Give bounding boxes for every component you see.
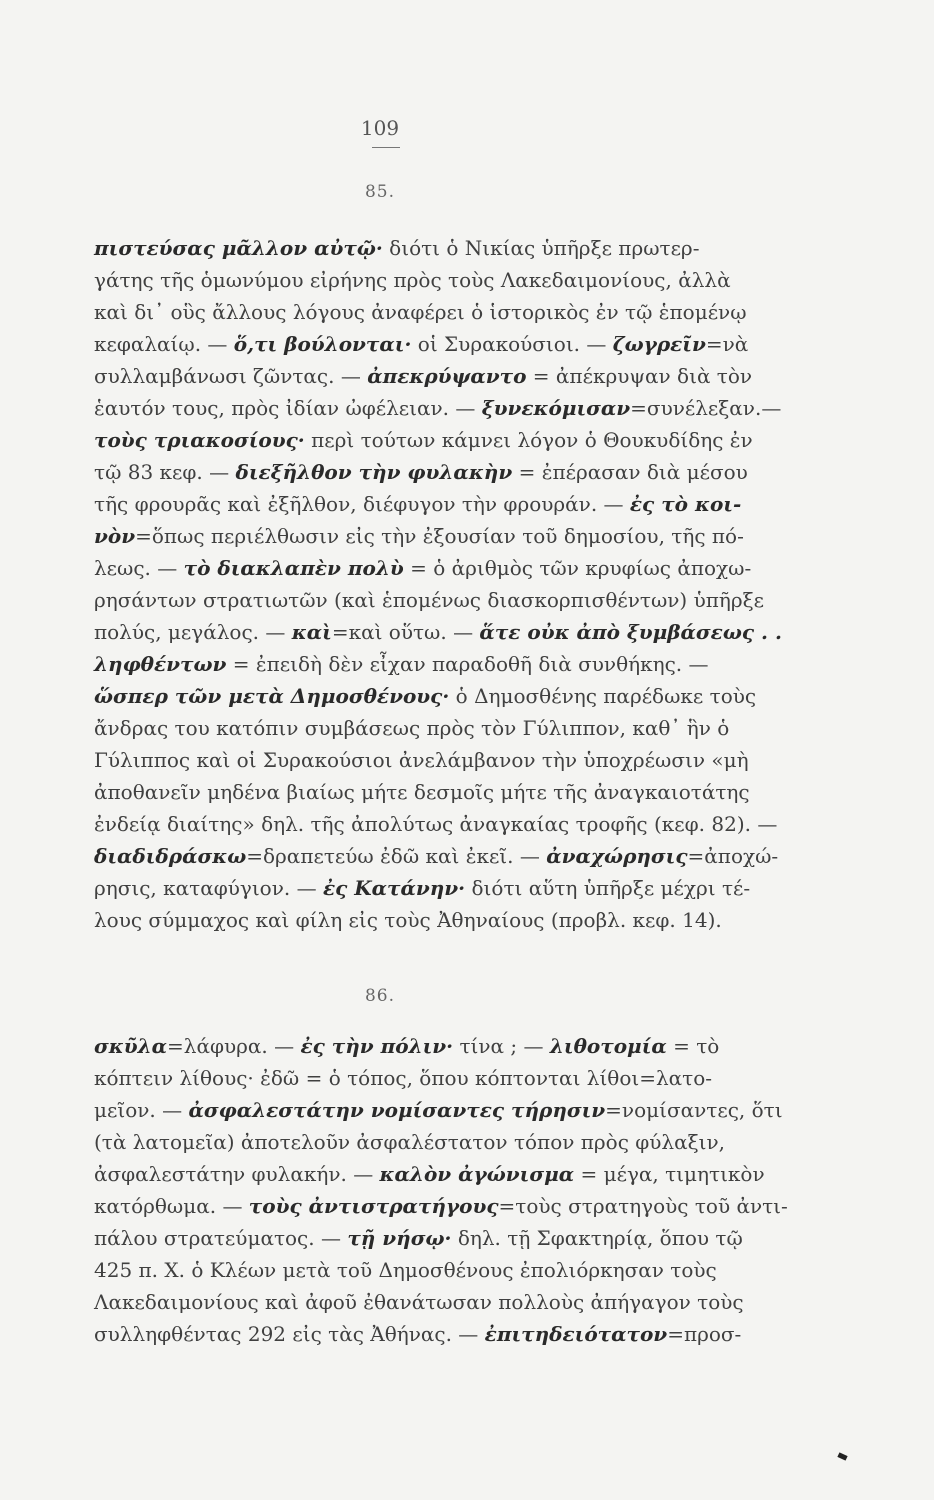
page-number-rule: [372, 147, 400, 148]
gloss-text: λους σύμμαχος καὶ φίλη εἰς τοὺς Ἀθηναίους (προβλ. κεφ. 14).: [94, 908, 722, 932]
gloss-text: =ὅπως περιέλθωσιν εἰς τὴν ἐξουσίαν τοῦ δημοσίου, τῆς πό-: [135, 524, 744, 548]
text-line: [94, 392, 782, 424]
lemma-term: καὶ: [291, 620, 332, 644]
text-line: [94, 776, 766, 808]
gloss-text: οἱ Συρακούσιοι. —: [411, 332, 613, 356]
text-line: [94, 1126, 766, 1158]
gloss-text: ἄνδρας του κατόπιν συμβάσεως πρὸς τὸν Γύλιππον, καθ᾽ ἣν ὁ: [94, 716, 730, 740]
gloss-text: Λακεδαιμονίους καὶ ἀφοῦ ἐθανάτωσαν πολλοὺς ἀπήγαγον τοὺς: [94, 1290, 744, 1314]
gloss-text: =νὰ: [705, 332, 749, 356]
section-number-86: 86.: [364, 986, 396, 1006]
lemma-term: ἐς τὸ κοι-: [629, 492, 742, 516]
gloss-text: ρησάντων στρατιωτῶν (καὶ ἑπομένως διασκορπισθέντων) ὑπῆρξε: [94, 588, 764, 612]
lemma-term: ἐπιτηδειότατον: [484, 1322, 668, 1346]
gloss-text: =ἀποχώ-: [687, 844, 779, 868]
gloss-text: πάλου στρατεύματος. —: [94, 1226, 348, 1250]
gloss-text: = ἀπέκρυψαν διὰ τὸν: [526, 364, 753, 388]
text-line: [94, 680, 766, 712]
lemma-term: ὅ,τι βούλονται·: [233, 332, 412, 356]
lemma-term: διεξῆλθον τὴν φυλακὴν: [235, 460, 513, 484]
lemma-term: τοὺς ἀντιστρατήγους: [248, 1194, 499, 1218]
commentary-section-85: [94, 232, 782, 936]
text-line: [94, 872, 766, 904]
gloss-text: ἀποθανεῖν μηδένα βιαίως μήτε δεσμοῖς μήτε τῆς ἀναγκαιοτάτης: [94, 780, 750, 804]
lemma-term: ἐς τὴν πόλιν·: [300, 1034, 454, 1058]
gloss-text: (τὰ λατομεῖα) ἀποτελοῦν ἀσφαλέστατον τόπον πρὸς φύλαξιν,: [94, 1130, 725, 1154]
gloss-text: πολύς, μεγάλος. —: [94, 620, 292, 644]
text-line: [94, 552, 766, 584]
text-line: [94, 424, 766, 456]
lemma-term: ἀναχώρησις: [546, 844, 688, 868]
gloss-text: διότι αὕτη ὑπῆρξε μέχρι τέ-: [465, 876, 751, 900]
lemma-term: λιθοτομία: [549, 1034, 667, 1058]
text-line: [94, 264, 766, 296]
gloss-text: τῷ 83 κεφ. —: [94, 460, 236, 484]
lemma-term: νὸν: [94, 524, 136, 548]
lemma-term: τὸ διακλαπὲν πολὺ: [183, 556, 404, 580]
text-line: [94, 1190, 788, 1222]
gloss-text: καὶ δι᾽ οὓς ἄλλους λόγους ἀναφέρει ὁ ἱστορικὸς ἐν τῷ ἑπομένῳ: [94, 300, 747, 324]
text-line: [94, 744, 766, 776]
text-line: [94, 1222, 766, 1254]
gloss-text: γάτης τῆς ὁμωνύμου εἰρήνης πρὸς τοὺς Λακεδαιμονίους, ἀλλὰ: [94, 268, 731, 292]
text-line: [94, 840, 779, 872]
gloss-text: =νομίσαντες, ὅτι: [605, 1098, 783, 1122]
gloss-text: ἑαυτόν τους, πρὸς ἰδίαν ὠφέλειαν. —: [94, 396, 482, 420]
text-line: [94, 904, 766, 936]
text-line: [94, 1094, 783, 1126]
gloss-text: =δραπετεύω ἐδῶ καὶ ἐκεῖ. —: [246, 844, 547, 868]
gloss-text: = μέγα, τιμητικὸν: [574, 1162, 765, 1186]
text-line: [94, 616, 782, 648]
lemma-term: τοὺς τριακοσίους·: [94, 428, 305, 452]
lemma-term: ἅτε οὐκ ἀπὸ ξυμβάσεως . .: [479, 620, 782, 644]
text-line: [94, 456, 766, 488]
text-line: [94, 360, 766, 392]
lemma-term: σκῦλα: [94, 1034, 168, 1058]
gloss-text: = τὸ: [666, 1034, 720, 1058]
gloss-text: κεφαλαίῳ. —: [94, 332, 234, 356]
gloss-text: διότι ὁ Νικίας ὑπῆρξε πρωτερ-: [382, 236, 700, 260]
text-line: [94, 808, 778, 840]
text-line: [94, 648, 766, 680]
gloss-text: ρησις, καταφύγιον. —: [94, 876, 323, 900]
text-line: [94, 296, 766, 328]
ink-mark: [837, 1452, 847, 1460]
gloss-text: συλληφθέντας 292 εἰς τὰς Ἀθήνας. —: [94, 1322, 485, 1346]
section-number-85: 85.: [364, 182, 396, 202]
text-line: [94, 1062, 766, 1094]
gloss-text: ἐνδείᾳ διαίτης» δηλ. τῆς ἀπολύτως ἀναγκαίας τροφῆς (κεφ. 82). —: [94, 812, 778, 836]
gloss-text: ἀσφαλεστάτην φυλακήν. —: [94, 1162, 380, 1186]
gloss-text: ὁ Δημοσθένης παρέδωκε τοὺς: [449, 684, 757, 708]
gloss-text: = ἐπέρασαν διὰ μέσου: [512, 460, 748, 484]
gloss-text: = ὁ ἀριθμὸς τῶν κρυφίως ἀποχω-: [403, 556, 752, 580]
gloss-text: τῆς φρουρᾶς καὶ ἐξῆλθον, διέφυγον τὴν φρουράν. —: [94, 492, 630, 516]
lemma-term: ὥσπερ τῶν μετὰ Δημοσθένους·: [94, 684, 450, 708]
lemma-term: ξυνεκόμισαν: [481, 396, 631, 420]
text-line: [94, 1254, 766, 1286]
gloss-text: λεως. —: [94, 556, 184, 580]
lemma-term: ἀπεκρύψαντο: [367, 364, 527, 388]
text-line: [94, 520, 766, 552]
gloss-text: κατόρθωμα. —: [94, 1194, 249, 1218]
text-line: [94, 232, 766, 264]
gloss-text: =προσ-: [667, 1322, 742, 1346]
gloss-text: κόπτειν λίθους· ἐδῶ = ὁ τόπος, ὅπου κόπτονται λίθοι=λατο-: [94, 1066, 713, 1090]
lemma-term: ζωγρεῖν: [612, 332, 706, 356]
text-line: [94, 328, 766, 360]
gloss-text: δηλ. τῇ Σφακτηρίᾳ, ὅπου τῷ: [451, 1226, 743, 1250]
text-line: [94, 1286, 766, 1318]
gloss-text: 425 π. Χ. ὁ Κλέων μετὰ τοῦ Δημοσθένους ἐπολιόρκησαν τοὺς: [94, 1258, 717, 1282]
text-line: [94, 1030, 766, 1062]
commentary-section-86: [94, 1030, 788, 1350]
text-line: [94, 1158, 766, 1190]
gloss-text: =καὶ οὕτω. —: [331, 620, 480, 644]
gloss-text: τίνα ; —: [453, 1034, 550, 1058]
text-line: [94, 488, 766, 520]
lemma-term: πιστεύσας μᾶλλον αὐτῷ·: [94, 236, 383, 260]
text-line: [94, 584, 766, 616]
lemma-term: ἀσφαλεστάτην νομίσαντες τήρησιν: [188, 1098, 606, 1122]
gloss-text: =συνέλεξαν.—: [630, 396, 782, 420]
lemma-term: καλὸν ἀγώνισμα: [379, 1162, 575, 1186]
lemma-term: τῇ νήσῳ·: [347, 1226, 452, 1250]
lemma-term: διαδιδράσκω: [94, 844, 247, 868]
text-line: [94, 712, 766, 744]
gloss-text: =λάφυρα. —: [167, 1034, 301, 1058]
gloss-text: μεῖον. —: [94, 1098, 189, 1122]
text-line: [94, 1318, 766, 1350]
gloss-text: περὶ τούτων κάμνει λόγον ὁ Θουκυδίδης ἐν: [304, 428, 753, 452]
gloss-text: συλλαμβάνωσι ζῶντας. —: [94, 364, 368, 388]
lemma-term: ἐς Κατάνην·: [322, 876, 466, 900]
gloss-text: Γύλιππος καὶ οἱ Συρακούσιοι ἀνελάμβανον τὴν ὑποχρέωσιν «μὴ: [94, 748, 749, 772]
gloss-text: = ἐπειδὴ δὲν εἶχαν παραδοθῆ διὰ συνθήκης. —: [226, 652, 709, 676]
page-number: 109: [360, 116, 400, 140]
gloss-text: =τοὺς στρατηγοὺς τοῦ ἀντι-: [498, 1194, 788, 1218]
lemma-term: ληφθέντων: [94, 652, 227, 676]
